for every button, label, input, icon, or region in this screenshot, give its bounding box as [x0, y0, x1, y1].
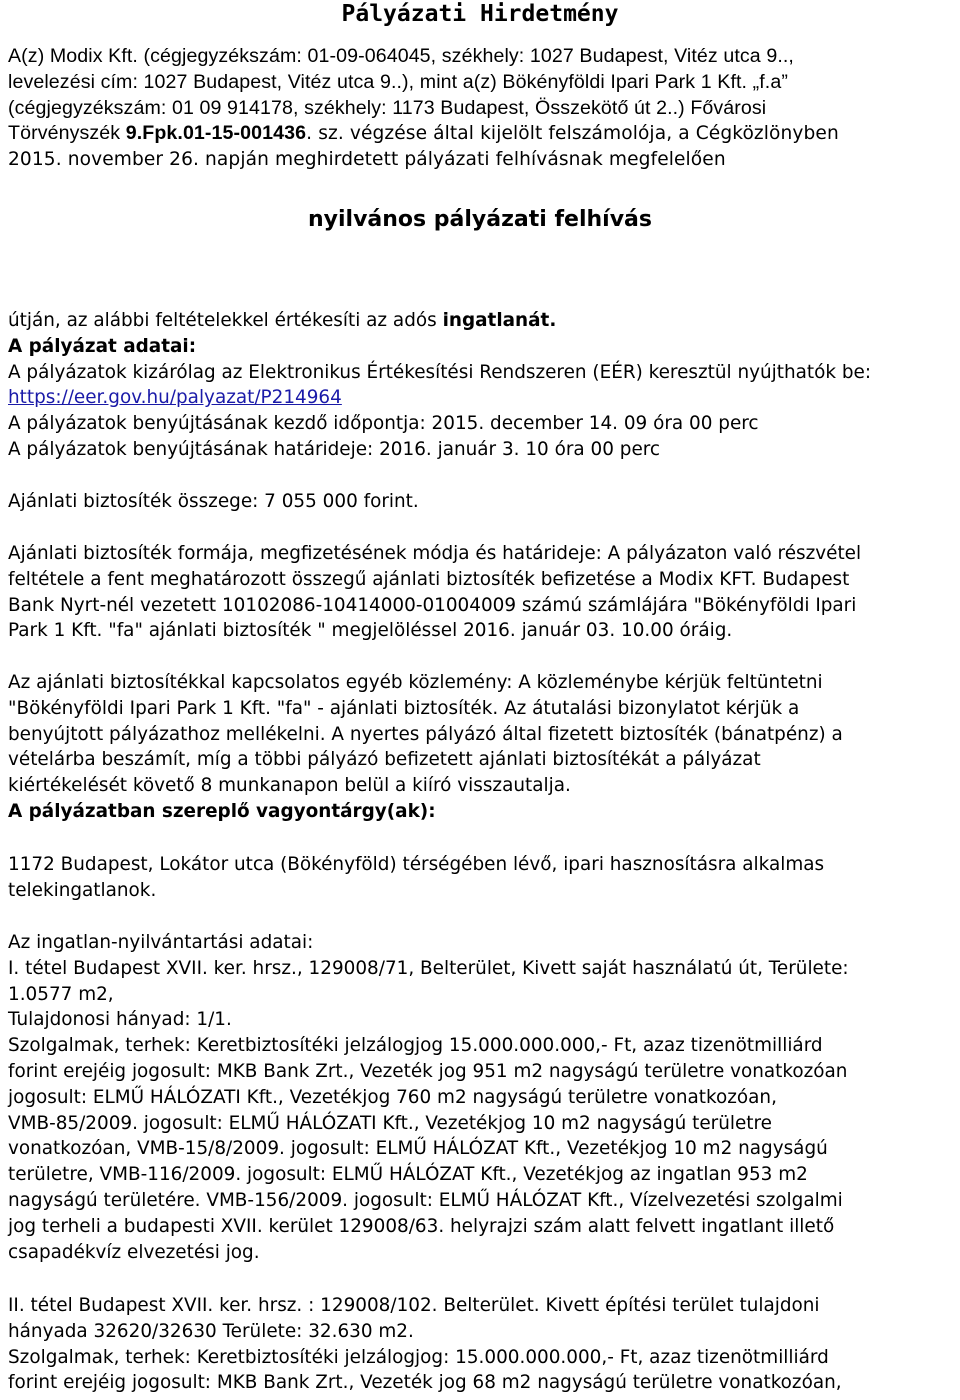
paragraph-line: vonatkozóan, VMB-15/8/2009. jogosult: ELMŰ HÁLÓZAT Kft., Vezetékjog 10 m2 nagyságú — [8, 1138, 828, 1160]
intro-paragraph — [8, 44, 958, 173]
paragraph-line: Ajánlati biztosíték formája, megfizetésének módja és határideje: A pályázaton való részvétel — [8, 543, 862, 564]
intro-text: Törvényszék — [8, 122, 126, 145]
terms-line: A pályázatok kizárólag az Elektronikus Értékesítési Rendszeren (EÉR) keresztül nyújthatók be: — [8, 361, 872, 383]
paragraph-line: 1.0577 m2, — [8, 983, 114, 1005]
deadline-date: 2016. január 3. 10 óra 00 perc — [379, 438, 661, 460]
intro-line: A(z) Modix Kft. (cégjegyzékszám: 01-09-064045, székhely: 1027 Budapest, Vitéz utca 9.., — [8, 45, 794, 67]
paragraph-line: II. tétel Budapest XVII. ker. hrsz. : 129008/102. Belterület. Kivett építési terület tulajdoni — [8, 1295, 820, 1316]
section-heading: A pályázat adatai: — [8, 335, 197, 357]
asset-description — [8, 852, 958, 904]
intro-text: napján meghirdetett pályázati felhívásnak megfelelően — [199, 149, 726, 171]
terms-line — [8, 437, 958, 463]
deposit-form-section — [8, 541, 958, 644]
intro-line — [8, 121, 958, 147]
paragraph-line: Tulajdonosi hányad: 1/1. — [8, 1009, 232, 1031]
paragraph-line: Szolgalmak, terhek: Keretbiztosítéki jelzálogjog 15.000.000.000,- Ft, azaz tizenötmilliárd — [8, 1035, 823, 1057]
paragraph-line: feltétele a fent meghatározott összegű ajánlati biztosíték befizetése a Modix KFT. Budapest — [8, 568, 850, 590]
start-date: 2015. december 14. 09 óra 00 perc — [431, 413, 759, 435]
intro-text: . sz. végzése által kijelölt felszámolója, a Cégközlönyben — [306, 123, 839, 145]
paragraph-line: kiértékelését követő 8 munkanapon belül a kiíró visszautalja. — [8, 775, 571, 797]
paragraph-line: hányada 32620/32630 Területe: 32.630 m2. — [8, 1320, 414, 1342]
deposit-notice-section — [8, 670, 958, 825]
terms-text: A pályázatok benyújtásának kezdő időpontja: — [8, 413, 432, 435]
paragraph-line: 1172 Budapest, Lokátor utca (Bökényföld) térségében lévő, ipari hasznosításra alkalmas — [8, 854, 825, 875]
paragraph-line: csapadékvíz elvezetési jog. — [8, 1241, 260, 1263]
document-title: Pályázati Hirdetmény — [341, 1, 619, 27]
paragraph-line: forint erejéig jogosult: MKB Bank Zrt., Vezeték jog 951 m2 nagyságú területre vonatkozóan — [8, 1060, 848, 1082]
paragraph-line: Az ajánlati biztosítékkal kapcsolatos egyéb közlemény: A közleménybe kérjük feltüntetni — [8, 672, 823, 693]
item-two-section — [8, 1293, 958, 1396]
paragraph-line: I. tétel Budapest XVII. ker. hrsz., 129008/71, Belterület, Kivett saját használatú út, Területe: — [8, 957, 849, 979]
intro-line: levelezési cím: 1027 Budapest, Vitéz utca 9..), mint a(z) Bökényföldi Ipari Park 1 Kft. „f.a” — [8, 70, 788, 93]
paragraph-line: benyújtott pályázathoz mellékelni. A nyertes pályázó által fizetett biztosíték (bánatpénz) a — [8, 723, 843, 745]
paragraph-line: "Bökényföldi Ipari Park 1 Kft. "fa" - ajánlati biztosíték. Az átutalási bizonylatot kérjük a — [8, 697, 800, 719]
paragraph-line: vételárba beszámít, míg a többi pályázó befizetett ajánlati biztosítékát a pályázat — [8, 749, 761, 771]
paragraph-line: Park 1 Kft. "fa" ajánlati biztosíték " megjelöléssel 2016. január 03. 10.00 óráig. — [8, 620, 733, 642]
paragraph-line: területre, VMB-116/2009. jogosult: ELMŰ HÁLÓZAT Kft., Vezetékjog az ingatlan 953 m2 — [8, 1164, 808, 1186]
terms-text: A pályázatok benyújtásának határideje: — [8, 438, 380, 460]
paragraph-line: Szolgalmak, terhek: Keretbiztosítéki jelzálogjog: 15.000.000.000,- Ft, azaz tizenötmilliárd — [8, 1346, 829, 1368]
intro-line — [8, 147, 958, 173]
section-heading: A pályázatban szereplő vagyontárgy(ak): — [8, 800, 436, 822]
terms-section — [8, 308, 958, 463]
paragraph-line: forint erejéig jogosult: MKB Bank Zrt., Vezeték jog 68 m2 nagyságú területre vonatkozóan, — [8, 1372, 842, 1394]
paragraph-line: Bank Nyrt-nél vezetett 10102086-10414000-01004009 számú számlájára "Bökényföldi Ipari — [8, 594, 857, 616]
terms-line — [8, 385, 958, 411]
terms-emphasis: ingatlanát. — [442, 310, 557, 331]
paragraph-line: Az ingatlan-nyilvántartási adatai: — [8, 932, 314, 953]
terms-line — [8, 308, 958, 334]
terms-text: útján, az alábbi feltételekkel értékesíti az adós — [8, 310, 443, 331]
terms-line — [8, 411, 958, 437]
intro-line: (cégjegyzékszám: 01 09 914178, székhely: 1173 Budapest, Összekötő út 2..) Fővárosi — [8, 96, 767, 119]
tender-link[interactable]: https://eer.gov.hu/palyazat/P214964 — [8, 387, 342, 409]
announcement-date: 2015. november 26. — [8, 149, 200, 171]
paragraph-line: VMB-85/2009. jogosult: ELMŰ HÁLÓZATI Kft., Vezetékjog 10 m2 nagyságú területre — [8, 1112, 772, 1134]
case-number: 9.Fpk.01-15-001436 — [125, 122, 307, 145]
paragraph-line: nagyságú területére. VMB-156/2009. jogosult: ELMŰ HÁLÓZAT Kft., Vízelvezetési szolgalmi — [8, 1189, 843, 1211]
deposit-amount: Ajánlati biztosíték összege: 7 055 000 forint. — [8, 491, 419, 512]
registry-section — [8, 930, 958, 1265]
subheading: nyilvános pályázati felhívás — [307, 207, 652, 232]
paragraph-line: telekingatlanok. — [8, 879, 157, 901]
paragraph-line: jogosult: ELMŰ HÁLÓZATI Kft., Vezetékjog 760 m2 nagyságú területre vonatkozóan, — [8, 1086, 777, 1108]
paragraph-line: jog terheli a budapesti XVII. kerület 129008/63. helyrajzi szám alatt felvett ingatlant illető — [8, 1215, 835, 1237]
